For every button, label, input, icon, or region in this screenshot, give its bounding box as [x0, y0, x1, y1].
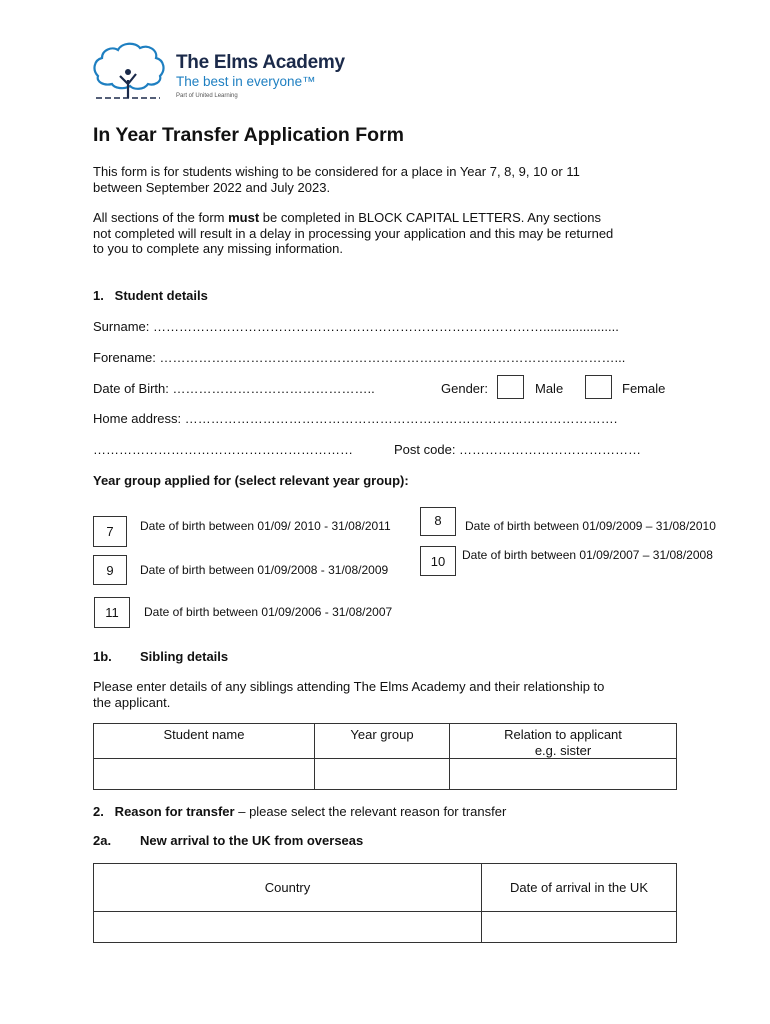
sibling-year-cell[interactable]	[315, 759, 450, 790]
instructions-line: to you to complete any missing information.	[93, 241, 344, 256]
instructions-line	[93, 210, 713, 226]
instructions-text-part: be completed in BLOCK CAPITAL LETTERS. Any sections	[259, 210, 601, 225]
male-label: Male	[535, 381, 564, 396]
section-heading-student-details: 1. Student details	[93, 288, 208, 303]
relation-header-line: Relation to applicant	[504, 727, 622, 742]
subsection-heading-new-arrival: New arrival to the UK from overseas	[140, 833, 364, 848]
year-9-checkbox[interactable]: 9	[93, 555, 127, 585]
table-header-row	[94, 864, 677, 912]
logo-subtitle: Part of United Learning	[176, 93, 238, 99]
sibling-name-cell[interactable]	[94, 759, 315, 790]
arrival-table	[93, 863, 677, 943]
dob-field[interactable]: Date of Birth: ………………………………………..	[93, 381, 375, 396]
table-header-row	[94, 724, 677, 759]
instructions-text-part: All sections of the form	[93, 210, 229, 225]
intro-line: This form is for students wishing to be considered for a place in Year 7, 8, 9, 10 or 11	[93, 164, 580, 179]
year-11-checkbox[interactable]: 11	[94, 597, 130, 628]
column-header-year-group: Year group	[315, 724, 450, 759]
year-10-checkbox[interactable]: 10	[420, 546, 456, 576]
relation-header-line: e.g. sister	[534, 742, 592, 758]
sibling-instructions-line: the applicant.	[93, 694, 171, 710]
reason-heading-bold: 2. Reason for transfer	[93, 804, 235, 819]
year-8-description: Date of birth between 01/09/2009 – 31/08/2010	[465, 519, 716, 533]
gender-label: Gender:	[441, 381, 488, 396]
sibling-section-number: 1b.	[93, 649, 112, 664]
sibling-relation-cell[interactable]	[450, 759, 677, 790]
home-address-field[interactable]: Home address: ……………………………………………………………………………………….	[93, 411, 618, 426]
sibling-instructions-line: Please enter details of any siblings attending The Elms Academy and their relationship to	[93, 679, 605, 694]
year-9-description: Date of birth between 01/09/2008 - 31/08/2009	[140, 563, 389, 577]
country-cell[interactable]	[94, 912, 482, 943]
postcode-field[interactable]: Post code: ……………………………………	[394, 442, 642, 457]
tree-logo-icon	[90, 40, 170, 102]
year-7-description: Date of birth between 01/09/ 2010 - 31/08/2011	[140, 519, 391, 533]
sibling-section-heading: Sibling details	[140, 649, 229, 664]
intro-text	[93, 164, 693, 195]
surname-field[interactable]: Surname: ……………………………………………………………………………….....................	[93, 319, 619, 334]
sibling-instructions	[93, 679, 713, 710]
page-title: In Year Transfer Application Form	[93, 124, 405, 146]
section-heading-reason-for-transfer	[93, 804, 506, 819]
female-label: Female	[622, 381, 666, 396]
column-header-arrival-date: Date of arrival in the UK	[482, 864, 677, 912]
column-header-country: Country	[94, 864, 482, 912]
sibling-table	[93, 723, 677, 790]
column-header-relation	[450, 724, 677, 759]
year-10-description: Date of birth between 01/09/2007 – 31/08/2008	[462, 548, 713, 562]
logo-tagline: The best in everyone™	[176, 74, 316, 89]
arrival-date-cell[interactable]	[482, 912, 677, 943]
subsection-number-2a: 2a.	[93, 833, 112, 848]
intro-line: between September 2022 and July 2023.	[93, 179, 331, 195]
year-7-checkbox[interactable]: 7	[93, 516, 127, 547]
female-checkbox[interactable]	[585, 375, 612, 399]
instructions-text	[93, 210, 713, 257]
reason-heading-rest: – please select the relevant reason for transfer	[234, 804, 507, 819]
year-8-checkbox[interactable]: 8	[420, 507, 456, 536]
year-11-description: Date of birth between 01/09/2006 - 31/08/2007	[144, 605, 393, 619]
instructions-line: not completed will result in a delay in processing your application and this may be returned	[93, 225, 614, 241]
instructions-emphasis: must	[228, 210, 260, 225]
column-header-student-name: Student name	[94, 724, 315, 759]
table-row	[94, 759, 677, 790]
home-address-line2-field[interactable]: ……………………………………………………	[93, 442, 353, 457]
forename-field[interactable]: Forename: ……………………………………………………………………………………………...	[93, 350, 626, 365]
school-logo	[90, 40, 345, 102]
logo-name: The Elms Academy	[176, 52, 345, 73]
male-checkbox[interactable]	[497, 375, 524, 399]
table-row	[94, 912, 677, 943]
year-group-heading: Year group applied for (select relevant year group):	[93, 473, 409, 488]
